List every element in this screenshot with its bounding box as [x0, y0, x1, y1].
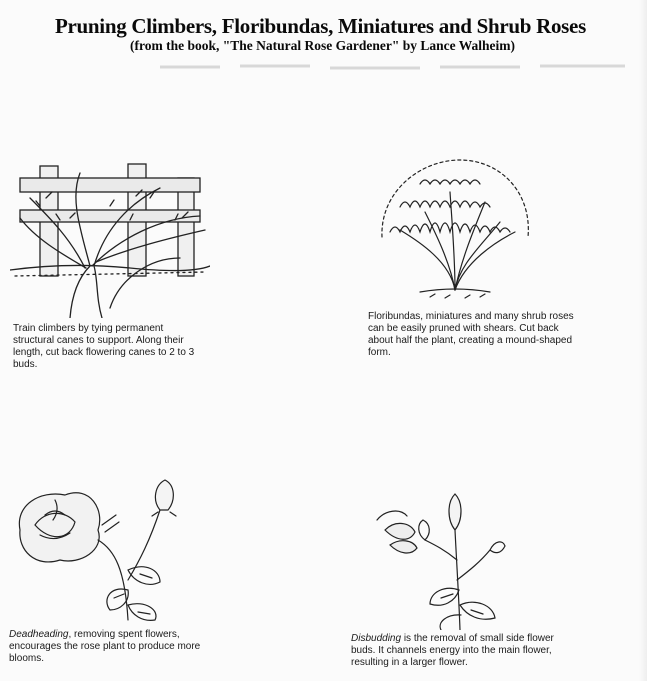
disbudding-term: Disbudding: [351, 633, 402, 644]
climber-rose-illustration: [10, 158, 210, 318]
shrub-rose-illustration: [370, 152, 540, 302]
shrub-caption: Floribundas, miniatures and many shrub roses can be easily pruned with shears. Cut back about half the plant, creating a mound-shaped form.: [368, 311, 574, 358]
disbudding-illustration: [375, 490, 545, 630]
disbudding-caption-text: is the removal of small side flower buds. It channels energy into the main flower, resulting in a larger flower.: [351, 633, 554, 668]
deadheading-caption-text: , removing spent flowers, encourages the rose plant to produce more blooms.: [9, 629, 201, 664]
deadheading-term: Deadheading: [9, 629, 69, 640]
deadheading-caption: [9, 629, 224, 665]
scan-edge-shadow: [639, 0, 647, 681]
page-title: Pruning Climbers, Floribundas, Miniatures and Shrub Roses: [55, 14, 586, 38]
climber-caption: Train climbers by tying permanent structural canes to support. Along their length, cut back flowering canes to 2 to 3 buds.: [13, 323, 195, 370]
disbudding-caption: [351, 633, 566, 669]
page-subtitle: (from the book, "The Natural Rose Gardener" by Lance Walheim): [130, 38, 515, 53]
deadheading-illustration: [10, 470, 190, 625]
scan-bleedthrough: [160, 60, 630, 74]
